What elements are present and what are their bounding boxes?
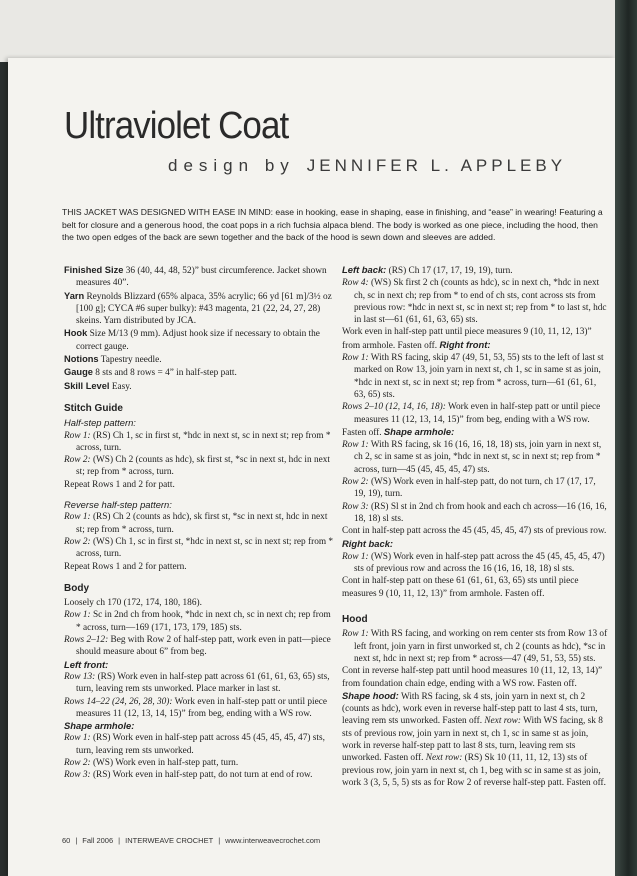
spec-hook: Hook Size M/13 (9 mm). Adjust hook size if necessary to obtain the correct gauge. (64, 328, 320, 352)
left-back-row-4: Row 4: (WS) Sk first 2 ch (counts as hdc), sc in next ch, *hdc in next ch, sc in next ch; rep from * to end of ch sts, cont across sts from previous row: *hdc in next st, sc in next st; rep from * to last st, hdc in last st—61 (61, 61, 63, 65) sts. (342, 278, 607, 326)
left-column (64, 264, 334, 782)
spec-skill-level: Skill Level Easy. (64, 380, 132, 392)
right-front-row-1: Row 1: With RS facing, skip 47 (49, 51, 53, 55) sts to the left of last st marked on Row 13, join yarn in next st, ch 1, sc in same st as join, *hdc in next st, sc in next st; rep from * across, turn—61 (61, 61, 63, 65) sts. (342, 353, 604, 400)
hood-row-1: Row 1: With RS facing, and working on rem center sts from Row 13 of left front, join yarn in first unworked st, ch 2 (counts as hdc), *sc in next st, hdc in next st; rep from * across—47 (49, 51, 53, 55) sts. (342, 629, 608, 664)
hood-shape: Shape hood: With RS facing, sk 4 sts, join yarn in next st, ch 2 (counts as hdc), work even in reverse half-step patt to last 4 sts, turn, leaving rem sts unworked. Fasten off. Next row: With WS facing, sk 8 sts of previous row, join yarn in next st, ch 1, sc in same st as join, work in reverse half-step patt to last 8 sts, turn, leaving rem sts unworked. Fasten off. Next row: (RS) Sk 10 (11, 11, 12, 13) sts of previous row, join yarn in next st, ch 1, beg with sc in same st as join, work 3 (3, 5, 5, 5) sts as for Row 2 of reverse half-step patt. Fasten off. (342, 689, 606, 788)
spec-yarn: Yarn Reynolds Blizzard (65% alpaca, 35% acrylic; 66 yd [61 m]/3½ oz [100 g]; CYCA #6 super bulky): #43 magenta, 21 (22, 24, 27, 28) skeins. Yarn distributed by JCA. (64, 290, 332, 327)
reverse-row-2: Row 2: (WS) Ch 1, sc in first st, *hdc in next st, sc in next st; rep from * across, turn. (64, 536, 334, 560)
right-back-row-1: Row 1: (WS) Work even in half-step patt across the 45 (45, 45, 45, 47) sts of previous row and across the 16 (16, 16, 18, 18) sl sts. (342, 551, 605, 575)
right-front-fasten: Fasten off. Shape armhole: (342, 425, 455, 438)
left-shape-armhole-title: Shape armhole: (64, 720, 135, 732)
half-step-row-2: Row 2: (WS) Ch 2 (counts as hdc), sk first st, *sc in next st, hdc in next st; rep from * across, turn. (64, 455, 330, 478)
right-column (342, 264, 608, 789)
right-front-rows-2: Rows 2–10 (12, 14, 16, 18): Work even in half-step patt or until piece measures 11 (12, 13, 14, 15)” from beg, ending with a WS row. (342, 402, 601, 425)
intro-paragraph: THIS JACKET WAS DESIGNED WITH EASE IN MIND: ease in hooking, ease in shaping, ease in finishing, and “ease” in wearing! Featuring a belt for closure and a generous hood, the coat pops in a rich fuchsia alpaca blend. The body is worked as one piece, including the hood, then the two open edges of the back are sewn together and the back of the hood is sewn down and sleeves are added. (62, 207, 603, 242)
half-step-repeat: Repeat Rows 1 and 2 for patt. (64, 479, 175, 490)
reverse-row-1: Row 1: (RS) Ch 2 (counts as hdc), sk first st, *sc in next st, hdc in next st; rep from * across, turn. (64, 512, 328, 535)
left-armhole-row-1: Row 1: (RS) Work even in half-step patt across 45 (45, 45, 45, 47) sts, turn, leaving rem sts unworked. (64, 733, 325, 756)
spec-gauge: Gauge 8 sts and 8 rows = 4” in half-step patt. (64, 367, 237, 379)
website-link[interactable]: www.interweavecrochet.com (225, 836, 321, 845)
right-front-cont: Cont in half-step patt across the 45 (45, 45, 45, 47) sts of previous row. Right back: (342, 526, 607, 549)
right-armhole-row-3: Row 3: (RS) Sl st in 2nd ch from hook and each ch across—16 (16, 16, 18, 18) sl sts. (342, 501, 607, 524)
left-armhole-row-2: Row 2: (WS) Work even in half-step patt, turn. (64, 757, 239, 768)
spec-notions: Notions Tapestry needle. (64, 354, 162, 366)
body-rows-2-12: Rows 2–12: Beg with Row 2 of half-step patt, work even in patt—piece should measure about 6” from beg. (64, 635, 331, 658)
byline-prefix: design by (168, 156, 295, 175)
spec-finished-size: Finished Size 36 (40, 44, 48, 52)” bust circumference. Jacket shown measures 40”. (64, 265, 327, 289)
byline (168, 156, 566, 176)
designer-name: JENNIFER L. APPLEBY (306, 156, 567, 175)
half-step-title: Half-step pattern: (64, 417, 136, 429)
left-front-rows-14: Rows 14–22 (24, 26, 28, 30): Work even in half-step patt or until piece measures 11 (12, 13, 14, 15)” from beg, ending with a WS row. (64, 696, 327, 719)
pattern-title: Ultraviolet Coat (64, 105, 289, 147)
page-footer: 60 | Fall 2006 | INTERWEAVE CROCHET | www.interweavecrochet.com (62, 836, 321, 845)
right-armhole-row-2: Row 2: (WS) Work even in half-step patt, do not turn, ch 17 (17, 17, 19, 19), turn. (342, 477, 596, 500)
reverse-repeat: Repeat Rows 1 and 2 for pattern. (64, 561, 187, 572)
left-back-intro: Left back: (RS) Ch 17 (17, 17, 19, 19), turn. (342, 264, 513, 276)
right-armhole-row-1: Row 1: With RS facing, sk 16 (16, 16, 18, 18) sts, join yarn in next st, ch 2, sc in same st as join, *hdc in next st, sc in next st; rep from * across, turn—45 (45, 45, 45, 47) sts. (342, 440, 602, 475)
page-number: 60 (62, 836, 71, 845)
body-foundation: Loosely ch 170 (172, 174, 180, 186). (64, 598, 202, 609)
half-step-row-1: Row 1: (RS) Ch 1, sc in first st, *hdc in next st, sc in next st; rep from * across, turn. (64, 430, 331, 453)
right-back-cont: Cont in half-step patt on these 61 (61, 61, 63, 65) sts until piece measures 9 (10, 11, 12, 13)” from armhole. Fasten off. (342, 576, 579, 599)
hood-heading: Hood (342, 614, 368, 626)
magazine-page (8, 58, 615, 876)
background-edge (615, 0, 637, 876)
left-back-work-even: Work even in half-step patt until piece measures 9 (10, 11, 12, 13)” from armhole. Fasten off. Right front: (342, 327, 592, 351)
left-front-title: Left front: (64, 658, 109, 670)
magazine-name: INTERWEAVE CROCHET (125, 836, 214, 845)
reverse-half-step-title: Reverse half-step pattern: (64, 499, 172, 511)
left-front-row-13: Row 13: (RS) Work even in half-step patt across 61 (61, 61, 63, 65) sts, turn, leaving rem sts unworked. Place marker in last st. (64, 671, 330, 695)
body-row-1: Row 1: Sc in 2nd ch from hook, *hdc in next ch, sc in next ch; rep from * across, turn—169 (171, 173, 179, 185) sts. (64, 610, 331, 633)
issue-date: Fall 2006 (82, 836, 114, 845)
hood-cont: Cont in reverse half-step patt until hood measures 10 (11, 12, 13, 14)” from foundation chain edge, ending with a WS row. Fasten off. (342, 666, 603, 689)
background-top-page (0, 0, 637, 62)
body-heading: Body (64, 582, 89, 594)
stitch-guide-heading: Stitch Guide (64, 402, 123, 414)
left-armhole-row-3: Row 3: (RS) Work even in half-step patt, do not turn at end of row. (64, 770, 313, 781)
